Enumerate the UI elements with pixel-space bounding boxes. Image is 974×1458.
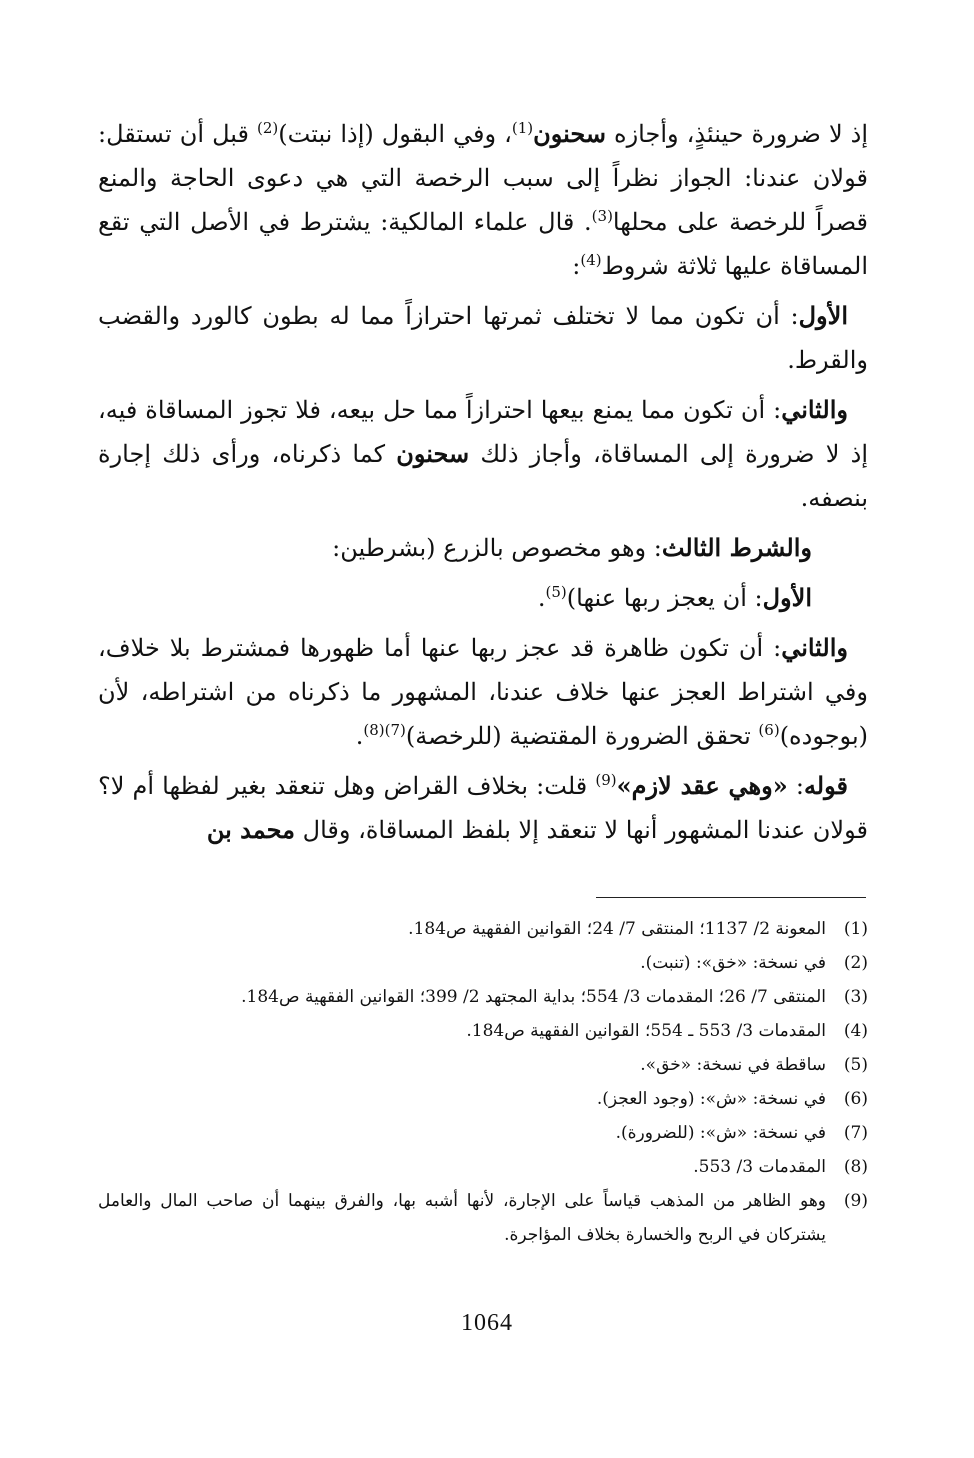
footnotes (98, 912, 868, 1252)
footnote-item (98, 1116, 868, 1150)
text-run: قبل أن تستقل: قولان عندنا: الجواز نظراً إلى سبب الرخصة التي هي دعوى الحاجة والمنع قصراً للرخصة على محلها (98, 120, 868, 236)
text-run: : أن تكون مما لا تختلف ثمرتها احترازاً مما له بطون كالورد والقضب والقرط. (98, 302, 868, 374)
footnote-text: في نسخة: «ش»: (للضرورة). (615, 1123, 826, 1143)
text-run: : (787, 772, 804, 800)
footnote-text: المقدمات 3/ 553. (693, 1157, 826, 1177)
footnote-divider (596, 897, 866, 898)
footnote-ref-4[interactable]: (4) (580, 251, 602, 269)
footnote-text: المعونة 2/ 1137؛ المنتقى 7/ 24؛ القوانين الفقهية ص184. (408, 919, 826, 939)
condition-label: الأول (762, 583, 812, 612)
footnote-item (98, 1184, 868, 1252)
footnote-ref-1[interactable]: (1) (511, 119, 534, 137)
commentary-label: قوله (803, 771, 848, 800)
footnote-item (98, 1082, 868, 1116)
footnote-ref-5[interactable]: (5) (545, 583, 567, 601)
text-run: : أن تكون ظاهرة قد عجز ربها عنها أما ظهورها فمشترط بلا خلاف، وفي اشتراط العجز عنها خلاف عندنا، المشهور ما ذكرناه من اشتراطه، لأن (بوجوده) (98, 634, 868, 750)
paragraph-6 (98, 626, 868, 758)
footnote-number: (7) (843, 1123, 868, 1143)
text-run: : أن يعجز ربها عنها) (566, 584, 763, 612)
footnote-number: (6) (843, 1089, 868, 1109)
footnote-item (98, 912, 868, 946)
footnote-ref-6[interactable]: (6) (758, 721, 780, 739)
footnote-item (98, 946, 868, 980)
footnote-item (98, 980, 868, 1014)
quoted-text: «وهي عقد لازم» (616, 771, 788, 800)
footnote-ref-7-8[interactable]: (7)(8) (363, 721, 406, 739)
footnote-number: (5) (843, 1055, 868, 1075)
text-run: : (572, 252, 581, 280)
footnote-text: في نسخة: «ش»: (وجود العجز). (596, 1089, 826, 1109)
footnote-text: وهو الظاهر من المذهب قياساً على الإجارة، لأنها أشبه بها، والفرق بينهما أن صاحب المال والعامل يشتركان في الربح والخسارة بخلاف المؤاجرة. (98, 1191, 826, 1245)
condition-label: والثاني (781, 395, 848, 424)
paragraph-4 (98, 526, 868, 570)
footnote-item (98, 1048, 868, 1082)
name-muhammad: محمد بن (206, 815, 295, 844)
footnote-number: (3) (843, 987, 868, 1007)
text-run: . (537, 584, 546, 612)
footnote-number: (9) (843, 1191, 868, 1211)
name-sahnun: سحنون (533, 119, 606, 148)
text-run: قلت: بخلاف القراض وهل تنعقد بغير لفظها أم لا؟ قولان عندنا المشهور أنها لا تنعقد إلا بلفظ المساقاة، وقال (98, 772, 868, 844)
paragraph-2 (98, 294, 868, 382)
footnote-text: ساقطة في نسخة: «خق». (640, 1055, 826, 1075)
footnote-item (98, 1014, 868, 1048)
page-number: 1064 (461, 1310, 513, 1336)
name-sahnun: سحنون (396, 439, 470, 468)
footnote-item (98, 1150, 868, 1184)
paragraph-7 (98, 764, 868, 852)
text-run: : وهو مخصوص بالزرع (بشرطين: (332, 534, 662, 562)
footnote-number: (8) (843, 1157, 868, 1177)
condition-label: والثاني (781, 633, 848, 662)
footnote-number: (1) (843, 919, 868, 939)
text-run: : أن تكون مما يمنع بيعها احترازاً مما حل بيعه، فلا تجوز المساقاة فيه، إذ لا ضرورة إلى المساقاة، وأجاز ذلك (98, 396, 869, 468)
footnote-text: المقدمات 3/ 553 ـ 554؛ القوانين الفقهية ص184. (466, 1021, 826, 1041)
footnote-text: المنتقى 7/ 26؛ المقدمات 3/ 554؛ بداية المجتهد 2/ 399؛ القوانين الفقهية ص184. (241, 987, 826, 1007)
paragraph-5 (98, 576, 868, 620)
condition-label: الأول (798, 301, 848, 330)
paragraph-1 (98, 112, 868, 288)
footnote-ref-2[interactable]: (2) (257, 119, 279, 137)
footnote-text: في نسخة: «خق»: (تنبت). (640, 953, 826, 973)
text-run: . قال علماء المالكية: يشترط في الأصل التي تقع المساقاة عليها ثلاثة شروط (98, 208, 868, 280)
text-run: تحقق الضرورة المقتضية (للرخصة) (405, 722, 759, 750)
text-run: كما ذكرناه، ورأى ذلك إجارة بنصفه. (98, 440, 868, 512)
footnote-ref-3[interactable]: (3) (591, 207, 613, 225)
main-text (98, 112, 868, 858)
footnote-number: (2) (843, 953, 868, 973)
footnote-ref-9[interactable]: (9) (595, 771, 617, 789)
text-run: ، وفي البقول (إذا نبتت) (278, 120, 512, 148)
text-run: . (355, 722, 364, 750)
condition-label: والشرط الثالث (661, 533, 812, 562)
footnote-number: (4) (843, 1021, 868, 1041)
paragraph-3 (98, 388, 868, 520)
text-run: إذ لا ضرورة حينئذٍ، وأجازه (606, 120, 869, 148)
